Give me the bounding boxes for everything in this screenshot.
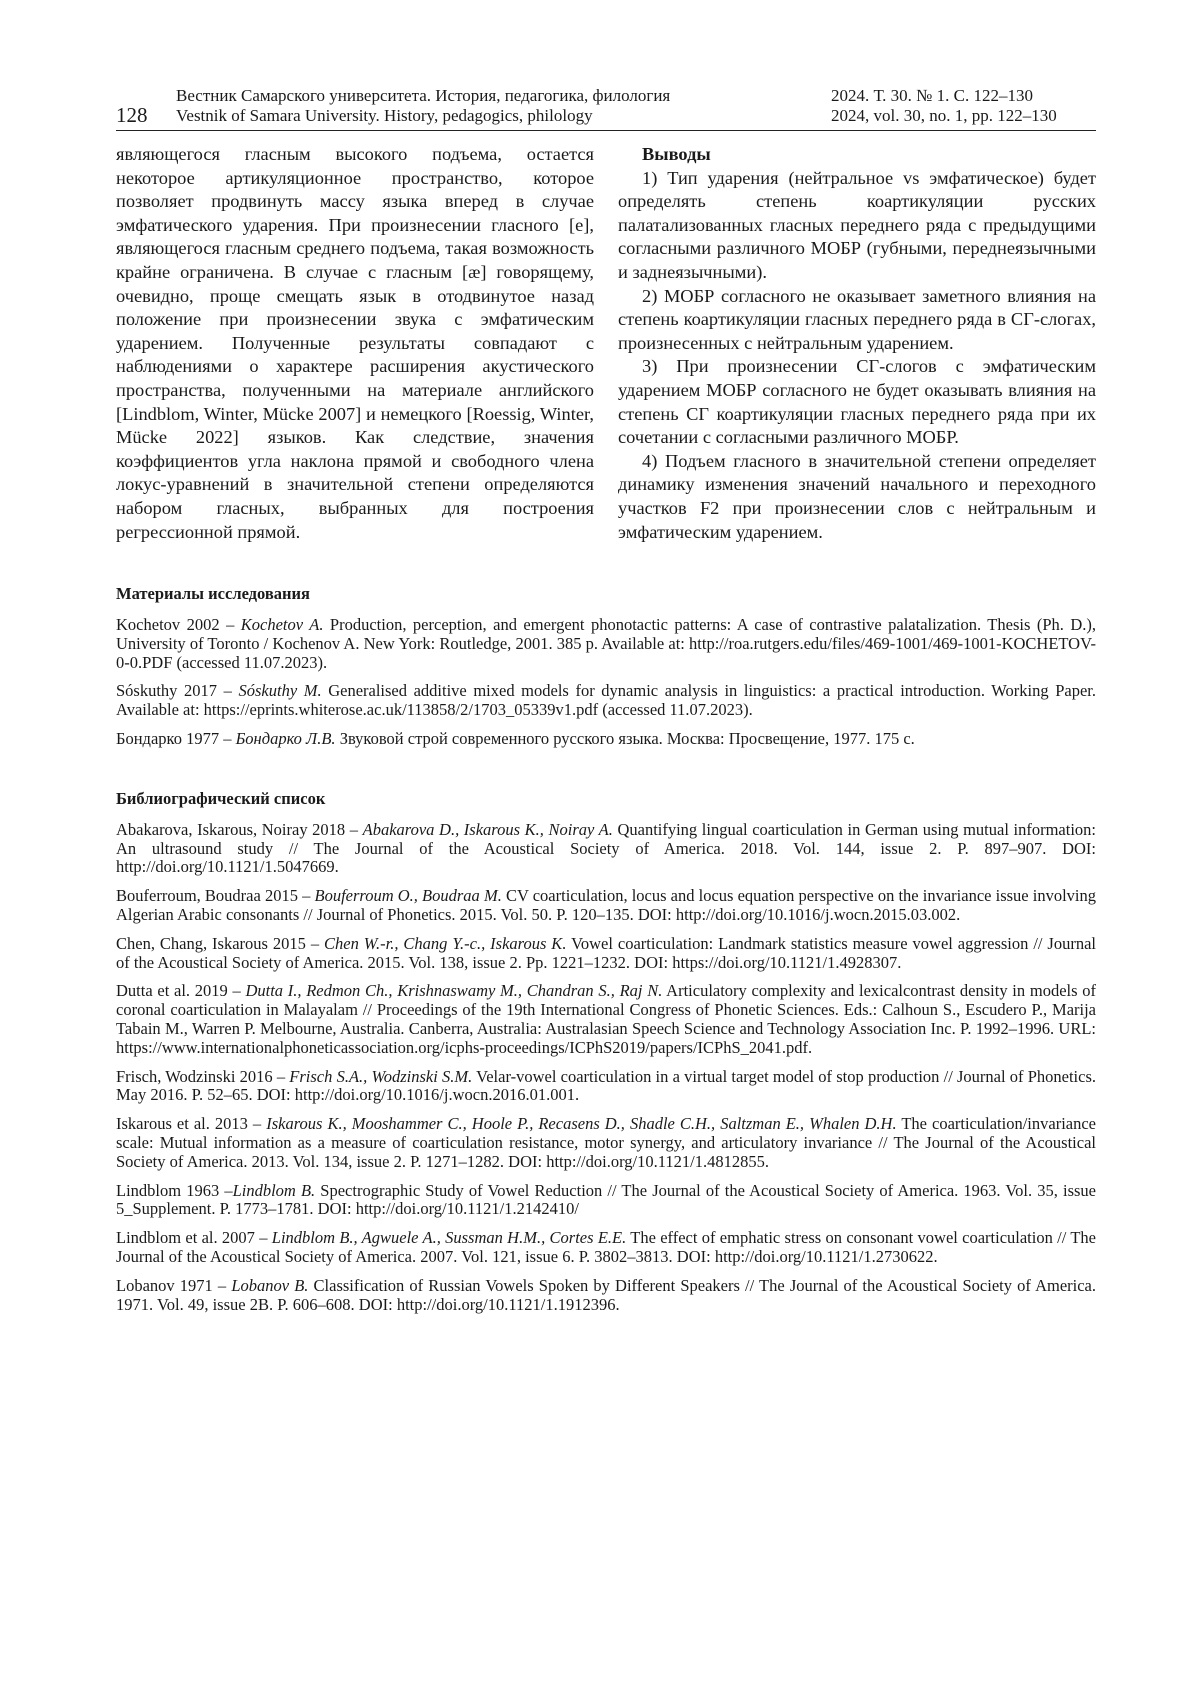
ref-details: The coarticulation/invariance scale: Mutual information as a measure of coarticulation resistance, motor synergy, and articulatory invariance // The Journal of the Acoustical Society of America. 2013. Vol. 134, issue 2. P. 1271–1282. DOI: http://doi.org/10.1121/1.4812855. — [116, 1114, 1096, 1171]
page-number: 128 — [116, 103, 148, 127]
ref-authors: Lindblom B. — [232, 1180, 316, 1200]
bibliography-entry — [116, 982, 1096, 1057]
ref-cite: Bouferroum, Boudraa 2015 – — [116, 886, 315, 906]
ref-cite: Sóskuthy 2017 – — [116, 681, 239, 701]
bibliography-entry — [116, 1068, 1096, 1106]
conclusions-heading: Выводы — [642, 144, 711, 164]
ref-authors: Frisch S.A., Wodzinski S.M. — [289, 1066, 473, 1086]
conclusion-item-4: 4) Подъем гласного в значительной степени определяет динамику изменения значений начального и переходного участков F2 при произнесении слов с нейтральным и эмфатическим ударением. — [618, 450, 1096, 542]
conclusion-item-2: 2) МОБР согласного не оказывает заметного влияния на степень коартикуляции гласных переднего ряда в СГ-слогах, произнесенных с нейтральным ударением. — [618, 285, 1096, 353]
ref-authors: Chen W.-r., Chang Y.-c., Iskarous K. — [324, 933, 567, 953]
ref-details: CV coarticulation, locus and locus equation perspective on the invariance issue involving Algerian Arabic consonants // Journal of Phonetics. 2015. Vol. 50. P. 120–135. DOI: http://doi.org/10.1016/j.wocn.2015.03.002. — [116, 886, 1097, 925]
left-column — [116, 143, 594, 544]
bibliography-entry — [116, 1277, 1096, 1315]
ref-authors: Abakarova D., Iskarous K., Noiray A. — [362, 819, 613, 839]
right-column — [618, 143, 1096, 544]
bibliography-entry — [116, 1229, 1096, 1267]
ref-details: The effect of emphatic stress on consonant vowel coarticulation // The Journal of the Acoustical Society of America. 2007. Vol. 121, issue 6. P. 3802–3813. DOI: http://doi.org/10.1121/1.2730622. — [116, 1228, 1096, 1267]
ref-cite: Lindblom et al. 2007 – — [116, 1228, 272, 1248]
page-header — [116, 86, 1096, 131]
bibliography-entry — [116, 935, 1096, 973]
ref-cite: Dutta et al. 2019 – — [116, 981, 246, 1001]
material-entry — [116, 616, 1096, 672]
conclusion-item-1: 1) Тип ударения (нейтральное vs эмфатическое) будет определять степень коартикуляции русских палатализованных гласных переднего ряда с предыдущими согласными различного МОБР (губными, переднеязычными и заднеязычными). — [618, 167, 1096, 282]
bibliography-section — [116, 789, 1096, 1315]
bibliography-entry — [116, 887, 1096, 925]
bibliography-entry — [116, 1115, 1096, 1171]
journal-title — [176, 86, 670, 126]
ref-authors: Bouferroum O., Boudraa M. — [314, 886, 502, 906]
ref-cite: Iskarous et al. 2013 – — [116, 1114, 267, 1134]
ref-cite: Kochetov 2002 – — [116, 615, 241, 635]
material-entry — [116, 730, 1096, 749]
ref-authors: Sóskuthy M. — [238, 681, 322, 701]
ref-details: Velar-vowel coarticulation in a virtual target model of stop production // Journal of Phonetics. May 2016. P. 52–65. DOI: http://doi.org/10.1016/j.wocn.2016.01.001. — [116, 1066, 1096, 1105]
ref-authors: Lobanov B. — [231, 1275, 309, 1295]
journal-title-ru: Вестник Самарского университета. История, педагогика, филология — [176, 86, 671, 105]
material-entry — [116, 682, 1096, 720]
ref-details: Quantifying lingual coarticulation in German using mutual information: An ultrasound study // The Journal of the Acoustical Society of America. 2018. Vol. 144, issue 2. P. 897–907. DOI: http://doi.org/10.1121/1.5047669. — [116, 819, 1096, 877]
ref-cite: Бондарко 1977 – — [116, 729, 236, 749]
ref-authors: Бондарко Л.В. — [235, 729, 336, 749]
ref-details: Classification of Russian Vowels Spoken by Different Speakers // The Journal of the Acoustical Society of America. 1971. Vol. 49, issue 2B. P. 606–608. DOI: http://doi.org/10.1121/1.1912396. — [116, 1275, 1096, 1314]
issue-info — [831, 86, 1057, 126]
ref-details: Articulatory complexity and lexicalcontrast density in models of coronal coarticulation in Malayalam // Proceedings of the 19th International Congress of Phonetic Sciences. Eds.: Calhoun S., Escudero P., Marija Tabain M., Warren P. Melbourne, Australia. Canberra, Australia: Australasian Speech Science and Technology Association Inc. P. 1992–1996. URL: https://www.internationalphoneticassociation.org/icphs-proceedings/ICPhS2019/papers/ICPhS_2041.pdf. — [116, 981, 1096, 1057]
journal-title-en: Vestnik of Samara University. History, pedagogics, philology — [176, 106, 593, 125]
issue-info-en: 2024, vol. 30, no. 1, pp. 122–130 — [831, 106, 1057, 125]
bibliography-entry — [116, 821, 1096, 877]
ref-cite: Frisch, Wodzinski 2016 – — [116, 1066, 290, 1086]
bibliography-entry — [116, 1182, 1096, 1220]
issue-info-ru: 2024. Т. 30. № 1. С. 122–130 — [831, 86, 1033, 105]
ref-authors: Iskarous K., Mooshammer C., Hoole P., Recasens D., Shadle C.H., Saltzman E., Whalen D.H. — [266, 1114, 897, 1134]
ref-details: Production, perception, and emergent phonotactic patterns: A case of contrastive palatalization. Thesis (Ph. D.), University of Toronto / Kochenov A. New York: Routledge, 2001. 385 p. Available at: http://roa.rutgers.edu/files/469-1001/469-1001-KOCHETOV-0-0.PDF (accessed 11.07.2023). — [116, 615, 1096, 672]
ref-authors: Kochetov A. — [240, 615, 324, 635]
ref-cite: Lobanov 1971 – — [116, 1275, 232, 1295]
bibliography-heading: Библиографический список — [116, 788, 326, 808]
materials-list — [116, 616, 1096, 749]
ref-authors: Lindblom B., Agwuele A., Sussman H.M., Cortes E.E. — [271, 1228, 627, 1248]
ref-cite: Lindblom 1963 – — [116, 1180, 233, 1200]
ref-cite: Abakarova, Iskarous, Noiray 2018 – — [116, 819, 363, 839]
journal-page — [116, 86, 1096, 1324]
materials-section — [116, 584, 1096, 749]
body-paragraph: являющегося гласным высокого подъема, остается некоторое артикуляционное пространство, которое позволяет продвинуть массу языка вперед в случае эмфатического ударения. При произнесении гласного [e], являющегося гласным среднего подъема, такая возможность крайне ограничена. В случае с гласным [æ] говорящему, очевидно, проще смещать язык в отодвинутое назад положение при произнесении звука с эмфатическим ударением. Полученные результаты совпадают с наблюдениями о характере расширения акустического пространства, полученными на материале английского [Lindblom, Winter, Mücke 2007] и немецкого [Roessig, Winter, Mücke 2022] языков. Как следствие, значения коэффициентов угла наклона прямой и свободного члена локус-уравнений в значительной степени определяются набором гласных, выбранных для построения регрессионной прямой. — [116, 144, 594, 542]
ref-cite: Chen, Chang, Iskarous 2015 – — [116, 933, 325, 953]
bibliography-list — [116, 821, 1096, 1315]
ref-details: Звуковой строй современного русского языка. Москва: Просвещение, 1977. 175 с. — [335, 729, 915, 749]
ref-details: Vowel coarticulation: Landmark statistics measure vowel aggression // Journal of the Acoustical Society of America. 2015. Vol. 138, issue 2. Pp. 1221–1232. DOI: https://doi.org/10.1121/1.4928307. — [116, 933, 1096, 972]
ref-details: Spectrographic Study of Vowel Reduction // The Journal of the Acoustical Society of America. 1963. Vol. 35, issue 5_Supplement. P. 1773–1781. DOI: http://doi.org/10.1121/1.2142410/ — [116, 1180, 1096, 1219]
materials-heading: Материалы исследования — [116, 584, 310, 604]
body-columns — [116, 143, 1096, 544]
ref-details: Generalised additive mixed models for dynamic analysis in linguistics: a practical introduction. Working Paper. Available at: https://eprints.whiterose.ac.uk/113858/2/1703_05339v1.pdf (accessed 11.07.2023). — [116, 681, 1096, 720]
ref-authors: Dutta I., Redmon Ch., Krishnaswamy M., Chandran S., Raj N. — [245, 981, 663, 1001]
conclusion-item-3: 3) При произнесении СГ-слогов с эмфатическим ударением МОБР согласного не будет оказывать влияния на степень СГ коартикуляции гласных переднего ряда при их сочетании с согласными различного МОБР. — [618, 356, 1096, 448]
